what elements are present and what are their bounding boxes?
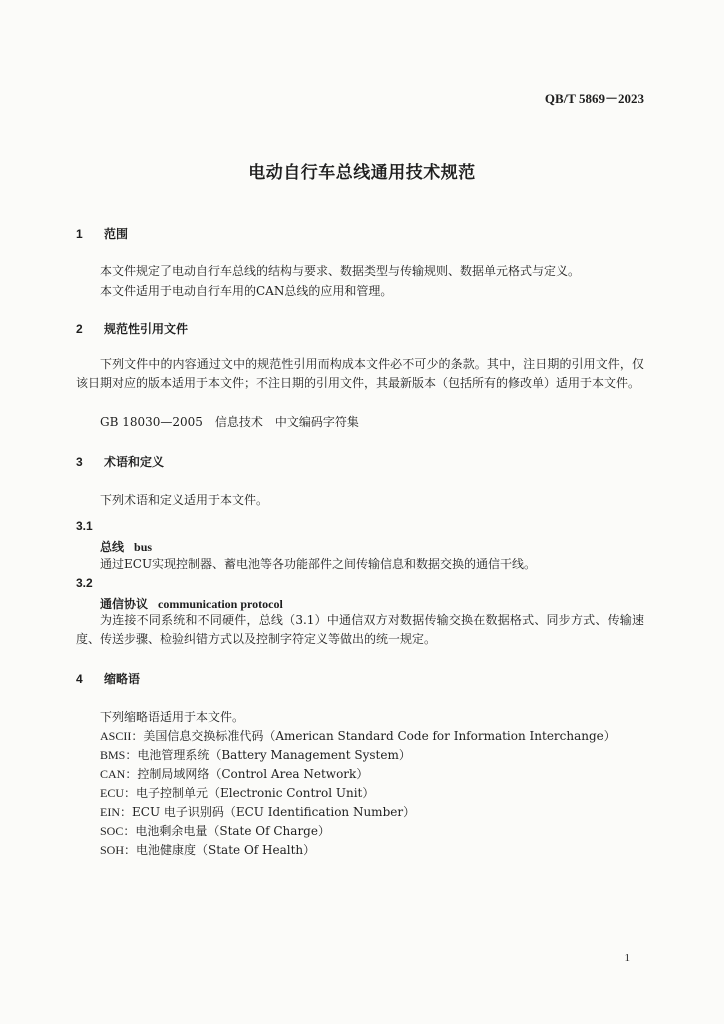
section-title: 术语和定义 <box>104 455 165 469</box>
section-3-heading <box>76 453 164 470</box>
abbreviation-expansion: ：电池健康度（State Of Health） <box>124 843 316 857</box>
term-definition: 通过ECU实现控制器、蓄电池等各功能部件之间传输信息和数据交换的通信干线。 <box>100 557 537 571</box>
term-en: communication protocol <box>158 597 283 611</box>
paragraph: 下列文件中的内容通过文中的规范性引用而构成本文件必不可少的条款。其中，注日期的引用文件，仅该日期对应的版本适用于本文件；不注日期的引用文件，其最新版本（包括所有的修改单）适用于本文件。 <box>76 357 644 390</box>
normative-reference: GB 18030—2005 信息技术 中文编码字符集 <box>100 415 359 429</box>
section-2-heading <box>76 320 188 337</box>
term-zh: 总线 <box>100 540 125 554</box>
abbreviation: ASCII <box>100 729 132 743</box>
paragraph: 本文件规定了电动自行车总线的结构与要求、数据类型与传输规则、数据单元格式与定义。 <box>100 264 581 278</box>
abbreviation: CAN <box>100 767 126 781</box>
section-4-heading <box>76 670 140 687</box>
abbreviation: BMS <box>100 748 126 762</box>
section-number: 1 <box>76 227 83 241</box>
abbreviation: ECU <box>100 786 124 800</box>
section-number: 3 <box>76 455 83 469</box>
abbreviation: SOH <box>100 843 125 857</box>
abbreviation-entry <box>100 803 415 820</box>
section-title: 缩略语 <box>104 672 141 686</box>
term-number: 3.2 <box>76 576 93 590</box>
abbreviation-entry <box>100 765 368 782</box>
abbreviation-entry <box>100 727 616 744</box>
section-title: 范围 <box>104 227 129 241</box>
abbreviation-expansion: ：美国信息交换标准代码（American Standard Code for Information Interchange） <box>131 729 616 743</box>
term-number: 3.1 <box>76 519 93 533</box>
abbreviation-expansion: ：控制局域网络（Control Area Network） <box>125 767 369 781</box>
section-title: 规范性引用文件 <box>104 322 189 336</box>
paragraph: 下列缩略语适用于本文件。 <box>100 710 245 724</box>
page-number: 1 <box>624 952 630 964</box>
abbreviation-expansion: ：电子控制单元（Electronic Control Unit） <box>124 786 375 800</box>
abbreviation-entry <box>100 784 374 801</box>
section-1-heading <box>76 225 128 242</box>
abbreviation-expansion: ：电池剩余电量（State Of Charge） <box>123 824 330 838</box>
term-zh: 通信协议 <box>100 597 149 611</box>
abbreviation-entry <box>100 746 411 763</box>
abbreviation-entry <box>100 841 315 858</box>
standard-number: QB/T 5869－2023 <box>544 91 644 106</box>
term-en: bus <box>134 540 153 554</box>
abbreviation-expansion: ：电池管理系统（Battery Management System） <box>125 748 411 762</box>
section-number: 4 <box>76 672 83 686</box>
term-definition: 为连接不同系统和不同硬件，总线（3.1）中通信双方对数据传输交换在数据格式、同步方式、传输速度、传送步骤、检验纠错方式以及控制字符定义等做出的统一规定。 <box>76 613 644 646</box>
document-title: 电动自行车总线通用技术规范 <box>248 163 476 183</box>
abbreviation: SOC <box>100 824 124 838</box>
paragraph: 本文件适用于电动自行车用的CAN总线的应用和管理。 <box>100 284 393 298</box>
section-number: 2 <box>76 322 83 336</box>
abbreviation: EIN <box>100 805 120 819</box>
term-heading <box>100 538 152 555</box>
abbreviation-expansion: ：ECU 电子识别码（ECU Identification Number） <box>120 805 416 819</box>
abbreviation-entry <box>100 822 330 839</box>
paragraph: 下列术语和定义适用于本文件。 <box>100 493 269 507</box>
term-heading <box>100 595 283 612</box>
